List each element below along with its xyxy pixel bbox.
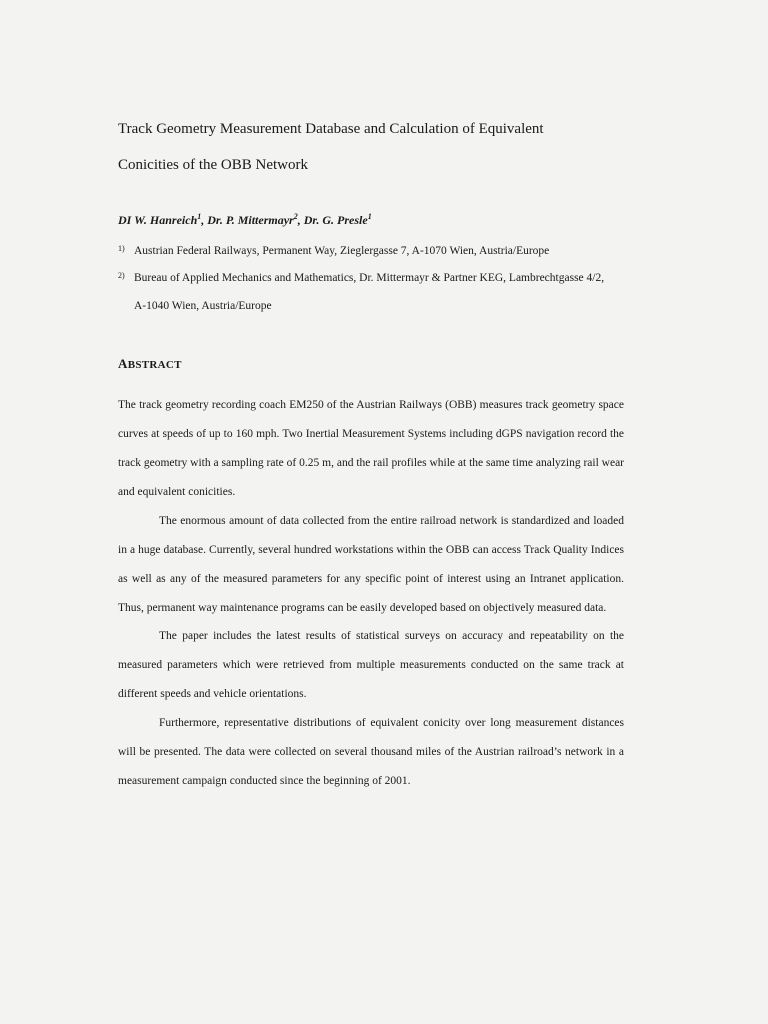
abstract-paragraph: The enormous amount of data collected from the entire railroad network is standardized and loaded in a huge database. Currently, several hundred workstations within the OBB can access Track Quality Indices as well as any of the measured parameters for any specific point of interest using an Intranet application. Thus, permanent way maintenance programs can be easily developed based on objectively measured data.: [118, 515, 624, 614]
author-name: DI W. Hanreich: [118, 213, 198, 227]
affiliation-number: 1): [118, 244, 125, 253]
author-name: Dr. P. Mittermayr: [207, 213, 294, 227]
abstract-paragraph: Furthermore, representative distributions of equivalent conicity over long measurement distances will be presented. The data were collected on several thousand miles of the Austrian railroad’s network in a measurement campaign conducted since the beginning of 2001.: [118, 717, 624, 787]
paper-title-line-2: Conicities of the OBB Network: [118, 157, 308, 173]
paper-title-line-1: Track Geometry Measurement Database and Calculation of Equivalent: [118, 121, 544, 137]
author-separator: ,: [297, 213, 304, 227]
abstract-heading-initial: A: [118, 356, 128, 371]
abstract-heading: [118, 356, 182, 372]
abstract-paragraph: The track geometry recording coach EM250 of the Austrian Railways (OBB) measures track geometry space curves at speeds of up to 160 mph. Two Inertial Measurement Systems including dGPS navigation record the track geometry with a sampling rate of 0.25 m, and the rail profiles while at the same time analyzing rail wear and equivalent conicities.: [118, 399, 624, 498]
affiliation-number: 2): [118, 271, 125, 280]
abstract-heading-rest: BSTRACT: [127, 359, 182, 371]
author-list: [118, 212, 372, 228]
author-affiliation-mark: 1: [197, 212, 202, 221]
author-separator: ,: [201, 213, 208, 227]
author-affiliation-mark: 2: [293, 212, 298, 221]
affiliation-text: Bureau of Applied Mechanics and Mathematics, Dr. Mittermayr & Partner KEG, Lambrechtgasse 4/2,: [134, 272, 605, 284]
affiliation-text: Austrian Federal Railways, Permanent Way, Zieglergasse 7, A-1070 Wien, Austria/Europe: [134, 245, 550, 257]
abstract-paragraph: The paper includes the latest results of statistical surveys on accuracy and repeatability on the measured parameters which were retrieved from multiple measurements conducted on the same track at different speeds and vehicle orientations.: [118, 630, 624, 700]
affiliation-text-continued: A-1040 Wien, Austria/Europe: [134, 300, 272, 312]
author-name: Dr. G. Presle: [303, 213, 368, 227]
author-affiliation-mark: 1: [367, 212, 372, 221]
